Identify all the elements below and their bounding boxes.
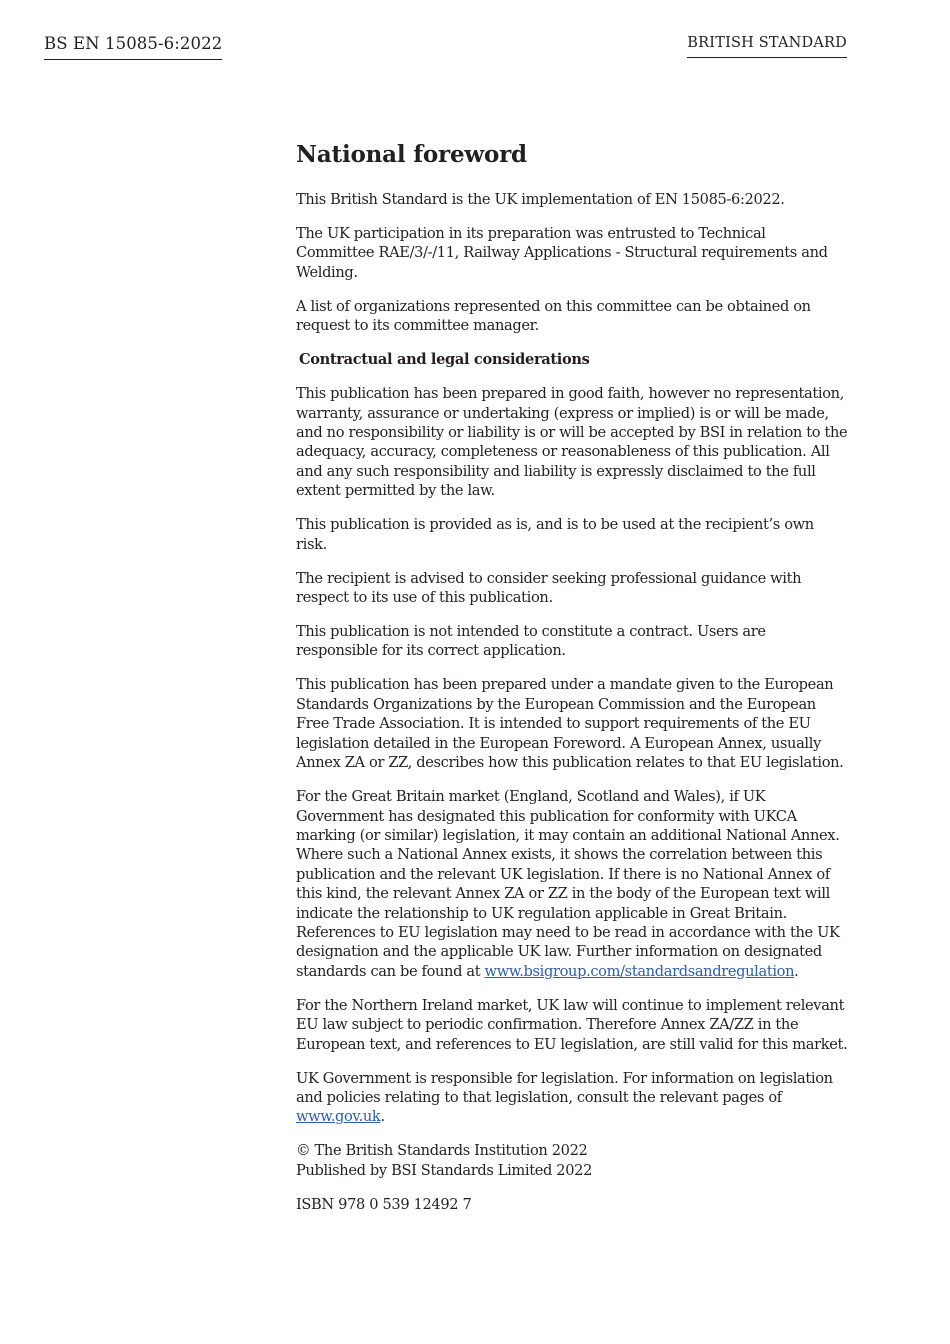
isbn-line: ISBN 978 0 539 12492 7 — [296, 1195, 472, 1213]
great-britain-end: . — [794, 962, 799, 980]
page-title: National foreword — [296, 141, 527, 168]
organizations-paragraph: A list of organizations represented on this committee can be obtained on request to its committee manager. — [296, 297, 811, 335]
series-label: BRITISH STANDARD — [687, 35, 847, 58]
intro-paragraph: This British Standard is the UK implementation of EN 15085-6:2022. — [296, 191, 785, 208]
as-is-paragraph: This publication is provided as is, and is to be used at the recipient’s own risk. — [296, 516, 814, 553]
copyright-line: © The British Standards Institution 2022 — [296, 1142, 588, 1160]
section-heading: Contractual and legal considerations — [299, 351, 590, 369]
foreword-body — [296, 140, 848, 1229]
uk-government-text: UK Government is responsible for legislation. For information on legislation and policies relating to that legislation, consult the relevant pages of — [296, 1069, 833, 1106]
great-britain-text: For the Great Britain market (England, Scotland and Wales), if UK Government has designated this publication for conformity with UKCA marking (or similar) legislation, it may contain an additional National Annex. Where such a National Annex exists, it shows the correlation between this publication and the relevant UK legislation. If there is no National Annex of this kind, the relevant Annex ZA or ZZ in the body of the European text will indicate the relationship to UK regulation applicable in Great Britain. References to EU legislation may need to be read in accordance with the UK designation and the applicable UK law. Further information on designated standards can be found at — [296, 788, 840, 980]
bsigroup-link[interactable]: www.bsigroup.com/standardsandregulation — [484, 962, 795, 980]
publisher-line: Published by BSI Standards Limited 2022 — [296, 1161, 593, 1179]
mandate-paragraph: This publication has been prepared under a mandate given to the European Standards Organizations by the European Commission and the European Free Trade Association. It is intended to support requirements of the EU legislation detailed in the European Foreword. A European Annex, usually Annex ZA or ZZ, describes how this publication relates to that EU legislation. — [296, 676, 844, 772]
uk-government-paragraph — [296, 1069, 848, 1127]
guidance-paragraph: The recipient is advised to consider seeking professional guidance with respect to its use of this publication. — [296, 569, 802, 607]
copyright-block — [296, 1141, 848, 1180]
gov-uk-link[interactable]: www.gov.uk — [296, 1108, 381, 1126]
great-britain-paragraph — [296, 787, 848, 981]
contract-paragraph: This publication is not intended to constitute a contract. Users are responsible for its correct application. — [296, 623, 766, 660]
good-faith-paragraph: This publication has been prepared in good faith, however no representation, warranty, assurance or undertaking (express or implied) is or will be made, and no responsibility or liability is or will be accepted by BSI in relation to the adequacy, accuracy, completeness or reasonableness of this publication. All and any such responsibility and liability is expressly disclaimed to the full extent permitted by the law. — [296, 385, 848, 500]
northern-ireland-paragraph: For the Northern Ireland market, UK law will continue to implement relevant EU law subject to periodic confirmation. Therefore Annex ZA/ZZ in the European text, and references to EU legislation, are still valid for this market. — [296, 996, 848, 1053]
committee-paragraph: The UK participation in its preparation was entrusted to Technical Committee RAE/3/-/11, Railway Applications - Structural requirements and Welding. — [296, 225, 828, 281]
document-id: BS EN 15085-6:2022 — [44, 34, 222, 60]
uk-government-end: . — [380, 1108, 385, 1126]
